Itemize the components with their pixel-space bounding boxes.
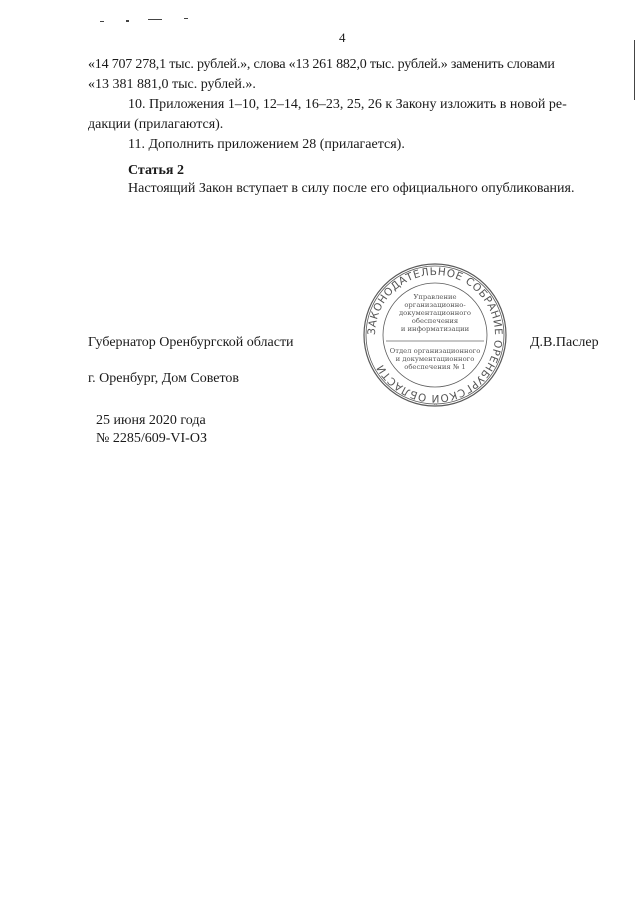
scan-artifact	[634, 40, 635, 100]
signature-place: г. Оренбург, Дом Советов	[88, 371, 239, 386]
stamp-seal-graphic	[362, 262, 508, 408]
stamp-inner-line-7: и документационного	[395, 355, 475, 363]
stamp-inner-line-8: обеспечения № 1	[404, 363, 466, 371]
signature-name: Д.В.Паслер	[530, 335, 599, 350]
body-line-5: 11. Дополнить приложением 28 (прилагается).	[128, 137, 405, 152]
scan-artifact	[126, 20, 129, 22]
official-stamp	[362, 262, 508, 408]
law-number: № 2285/609-VI-ОЗ	[96, 431, 207, 446]
article-text: Настоящий Закон вступает в силу после его официального опубликования.	[128, 181, 575, 196]
scan-artifact	[184, 18, 188, 19]
svg-text:ЗАКОНОДАТЕЛЬНОЕ СОБРАНИЕ ОРЕНБ: ЗАКОНОДАТЕЛЬНОЕ СОБРАНИЕ ОРЕНБУРГСКОЙ ОБЛАСТИ	[365, 265, 505, 405]
stamp-inner-line-6: Отдел организационного	[389, 347, 481, 355]
law-date: 25 июня 2020 года	[96, 413, 206, 428]
scan-artifact	[100, 21, 104, 22]
stamp-inner-line-2: организационно-	[404, 301, 466, 309]
page-number: 4	[339, 30, 346, 45]
scan-artifact	[148, 19, 162, 20]
body-line-3: 10. Приложения 1–10, 12–14, 16–23, 25, 26 к Закону изложить в новой ре-	[128, 97, 567, 112]
article-title: Статья 2	[128, 163, 184, 178]
stamp-inner-line-5: и информатизации	[400, 325, 470, 333]
stamp-inner-line-3: документационного	[399, 309, 471, 317]
stamp-inner-line-4: обеспечения	[411, 317, 459, 325]
stamp-inner-line-1: Управление	[413, 293, 457, 301]
signature-position: Губернатор Оренбургской области	[88, 335, 294, 350]
body-line-1: «14 707 278,1 тыс. рублей.», слова «13 261 882,0 тыс. рублей.» заменить словами	[88, 57, 555, 72]
body-line-2: «13 381 881,0 тыс. рублей.».	[88, 77, 256, 92]
body-line-4: дакции (прилагаются).	[88, 117, 224, 132]
